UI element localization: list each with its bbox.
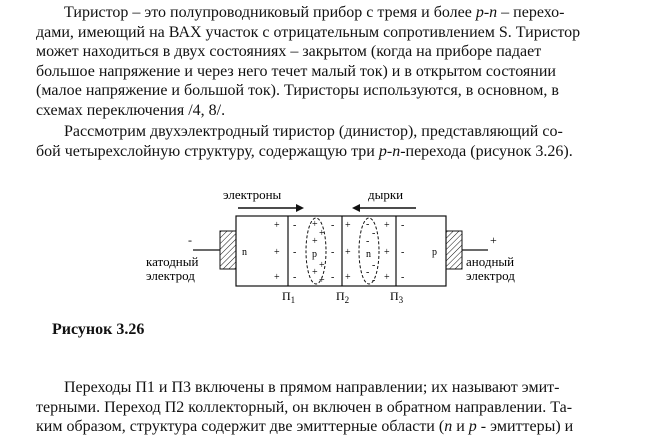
region-n-inner-label: n [366,249,371,260]
svg-text:+: + [384,220,390,231]
electrons-arrowhead [296,204,304,212]
paragraph-3 [36,378,653,437]
svg-text:+: + [312,267,318,278]
text-line: терными. Переход П2 коллекторный, он включен в обратном направлении. Та- [36,398,573,416]
anode-sign: + [490,233,497,247]
region-n-label: n [242,247,247,258]
text-line: может находиться в двух состояниях – закрытом (когда на приборе падает [36,43,542,60]
holes-arrowhead [352,204,360,212]
junction-2-label: $П_2$ [336,289,350,305]
svg-text:+: + [319,260,325,271]
text-line: Рассмотрим двухэлектродный тиристор (динистор), представляющий со- [64,123,563,140]
text-line: (малое напряжение и большой ток). Тиристоры используются, в основном, в [36,82,559,99]
svg-text:-: - [331,272,335,283]
electrons-label: электроны [223,187,282,202]
svg-text:+: + [274,220,280,231]
paragraph-2 [36,122,653,161]
svg-text:-: - [331,247,335,258]
svg-text:-: - [372,260,376,271]
text-line: бой четырехслойную структуру, содержащую три p-n-перехода (рисунок 3.26). [36,142,573,160]
svg-text:+: + [319,228,325,239]
text-line: большое напряжение и через него течет малый ток) и в открытом состоянии [36,62,556,80]
svg-text:-: - [331,220,335,231]
thyristor-structure-diagram [138,184,538,314]
svg-text:+: + [319,275,325,286]
svg-text:+: + [345,220,351,231]
region-p-inner-label: p [312,249,317,260]
cathode-label-1: катодный [146,254,199,269]
text-line: Переходы П1 и П3 включены в прямом направлении; их называют эмит- [64,379,560,396]
cathode-electrode [220,231,236,269]
svg-text:-: - [366,236,370,247]
svg-text:-: - [401,247,405,258]
svg-text:+: + [345,272,351,283]
anode-label-1: анодный [466,254,515,269]
anode-electrode [446,231,462,269]
anode-label-2: электрод [466,268,515,283]
holes-label: дырки [368,187,404,202]
svg-text:-: - [401,272,405,283]
svg-text:+: + [384,272,390,283]
svg-text:-: - [401,220,405,231]
text-line: ким образом, структура содержит две эмиттерные области (n и p - эмиттеры) и [36,418,574,435]
semiconductor-body [236,216,446,286]
cathode-label-2: электрод [146,268,195,283]
svg-text:+: + [345,247,351,258]
svg-text:-: - [366,267,370,278]
text-line: схемах переключения /4, 8/. [36,101,226,119]
svg-text:+: + [274,272,280,283]
svg-text:+: + [384,247,390,258]
figure-caption: Рисунок 3.26 [52,321,145,338]
svg-text:-: - [366,219,370,230]
region-p-label: p [432,247,437,258]
junction-1-label: $П_1$ [282,289,296,305]
junction-3-label: $П_3$ [390,289,404,305]
cathode-sign: - [188,233,192,247]
svg-text:+: + [312,236,318,247]
paragraph-1 [36,3,653,120]
svg-text:-: - [372,275,376,286]
svg-text:+: + [312,219,318,230]
svg-text:-: - [293,272,297,283]
text-line: Тиристор – это полупроводниковый прибор с тремя и более p-n – перехо- [64,4,565,21]
svg-text:-: - [372,228,376,239]
svg-text:-: - [293,247,297,258]
svg-text:-: - [293,220,297,231]
svg-text:+: + [274,247,280,258]
text-line: дами, имеющий на ВАХ участок с отрицательным сопротивлением S. Тиристор [36,23,581,41]
